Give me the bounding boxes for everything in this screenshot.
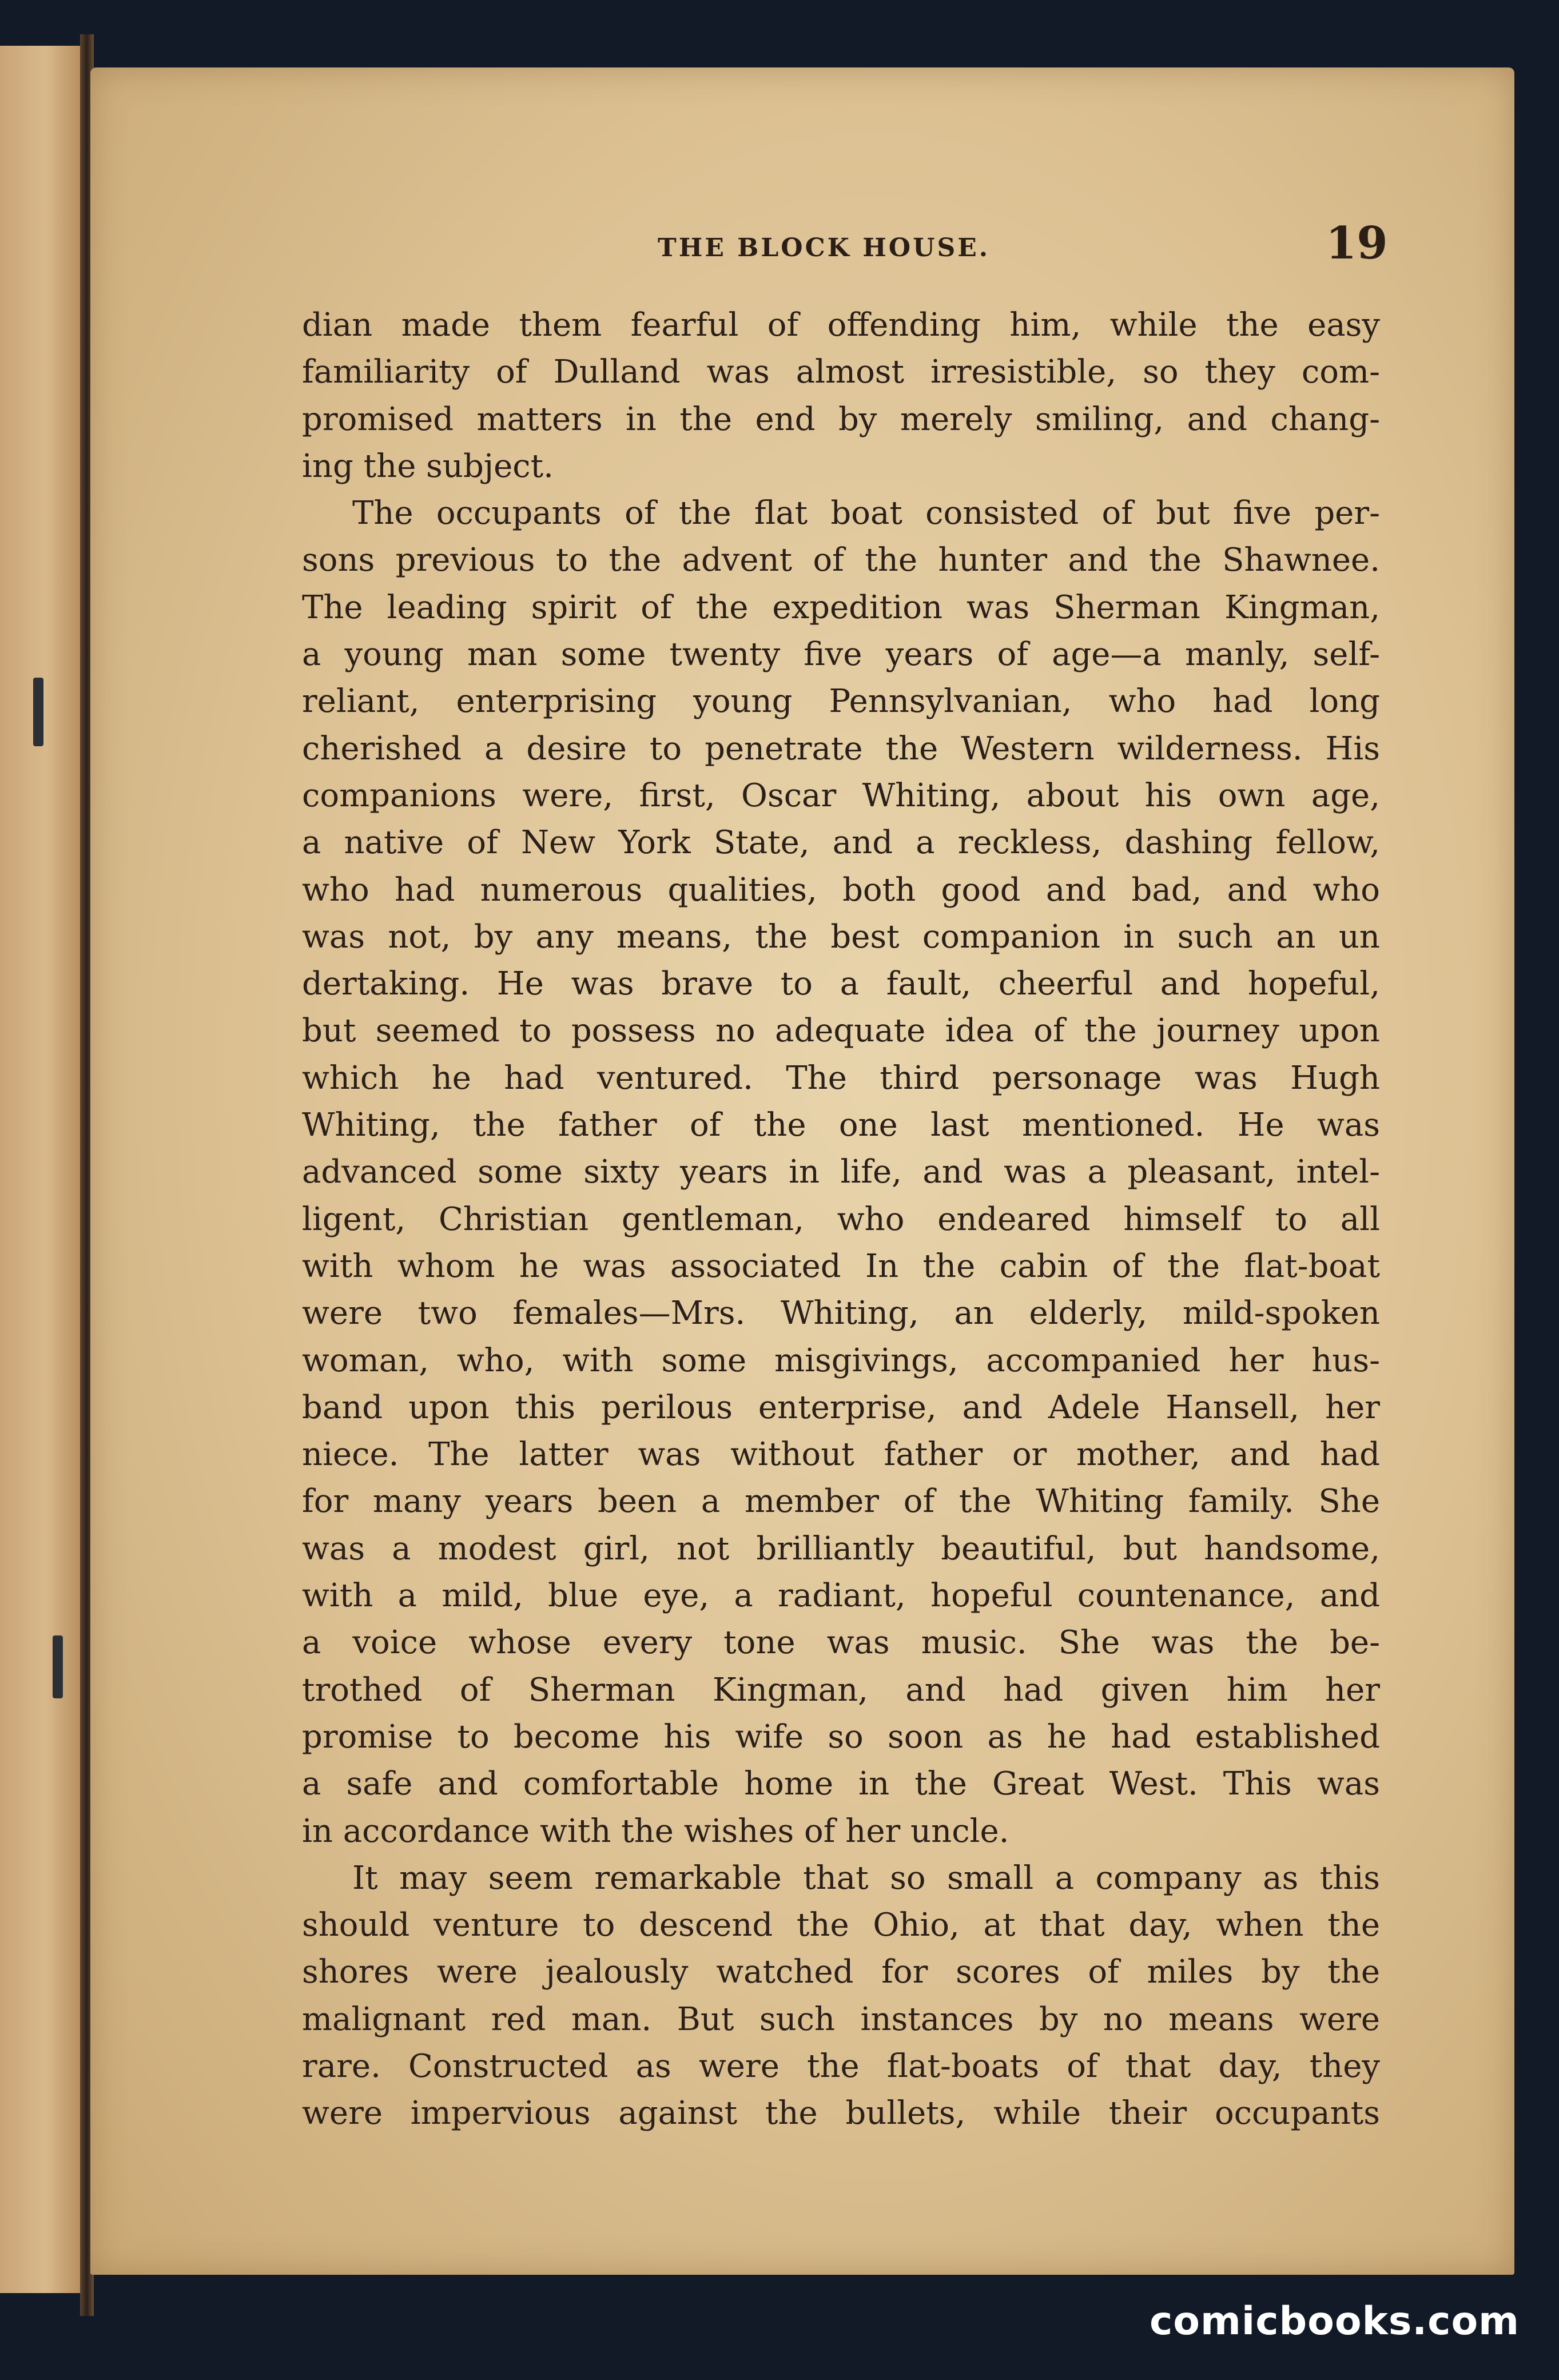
- text-line: which he had ventured. The third personage was Hugh: [302, 1059, 1380, 1097]
- text-line: but seemed to possess no adequate idea of the journey upon: [302, 1012, 1380, 1050]
- text-line: dian made them fearful of offending him, while the easy: [302, 307, 1380, 344]
- text-line: It may seem remarkable that so small a company as this: [352, 1859, 1380, 1897]
- running-title: THE BLOCK HOUSE.: [658, 233, 991, 262]
- text-line: shores were jealously watched for scores of miles by the: [302, 1953, 1380, 1991]
- text-line: niece. The latter was without father or mother, and had: [302, 1436, 1380, 1474]
- text-line: were two females—Mrs. Whiting, an elderly, mild-spoken: [302, 1295, 1380, 1332]
- text-line: The occupants of the flat boat consisted of but five per-: [352, 495, 1380, 532]
- text-line: band upon this perilous enterprise, and Adele Hansell, her: [302, 1388, 1380, 1426]
- text-line: companions were, first, Oscar Whiting, about his own age,: [302, 777, 1380, 814]
- previous-page-edge: [0, 46, 83, 2293]
- binding-staple-top: [33, 678, 43, 746]
- text-line: ing the subject.: [302, 447, 554, 485]
- text-line: in accordance with the wishes of her uncle.: [302, 1812, 1009, 1850]
- text-line: reliant, enterprising young Pennsylvanian, who had long: [302, 683, 1380, 721]
- text-line: trothed of Sherman Kingman, and had given him her: [302, 1671, 1380, 1709]
- text-line: with whom he was associated In the cabin of the flat-boat: [302, 1247, 1380, 1285]
- text-line: a native of New York State, and a reckless, dashing fellow,: [302, 824, 1380, 862]
- text-line: who had numerous qualities, both good and bad, and who: [302, 871, 1380, 909]
- text-line: rare. Constructed as were the flat-boats of that day, they: [302, 2047, 1380, 2085]
- text-line: for many years been a member of the Whiting family. She: [302, 1483, 1380, 1521]
- text-line: malignant red man. But such instances by no means were: [302, 2000, 1380, 2038]
- text-line: should venture to descend the Ohio, at that day, when the: [302, 1907, 1380, 1944]
- text-line: were impervious against the bullets, while their occupants: [302, 2095, 1380, 2132]
- text-line: was not, by any means, the best companion in such an un: [302, 918, 1380, 956]
- text-line: a safe and comfortable home in the Great West. This was: [302, 1765, 1380, 1803]
- text-line: ligent, Christian gentleman, who endeared himself to all: [302, 1200, 1380, 1238]
- text-line: dertaking. He was brave to a fault, cheerful and hopeful,: [302, 965, 1380, 1003]
- text-line: The leading spirit of the expedition was Sherman Kingman,: [302, 588, 1380, 626]
- binding-staple-bottom: [53, 1635, 63, 1698]
- page-number: 19: [1326, 217, 1388, 269]
- text-line: promised matters in the end by merely smiling, and chang-: [302, 400, 1380, 438]
- site-watermark: comicbooks.com: [1150, 2299, 1520, 2344]
- text-line: cherished a desire to penetrate the Western wilderness. His: [302, 730, 1380, 767]
- text-line: promise to become his wife so soon as he had established: [302, 1718, 1380, 1756]
- text-line: familiarity of Dulland was almost irresistible, so they com-: [302, 353, 1380, 391]
- text-line: a young man some twenty five years of age—a manly, self-: [302, 636, 1380, 674]
- body-text: [302, 302, 1380, 2138]
- text-line: Whiting, the father of the one last mentioned. He was: [302, 1107, 1380, 1144]
- text-line: with a mild, blue eye, a radiant, hopeful countenance, and: [302, 1577, 1380, 1615]
- text-line: was a modest girl, not brilliantly beautiful, but handsome,: [302, 1530, 1380, 1567]
- text-line: woman, who, with some misgivings, accompanied her hus-: [302, 1342, 1380, 1379]
- text-line: a voice whose every tone was music. She was the be-: [302, 1624, 1380, 1662]
- text-line: sons previous to the advent of the hunter and the Shawnee.: [302, 542, 1380, 579]
- text-line: advanced some sixty years in life, and was a pleasant, intel-: [302, 1153, 1380, 1191]
